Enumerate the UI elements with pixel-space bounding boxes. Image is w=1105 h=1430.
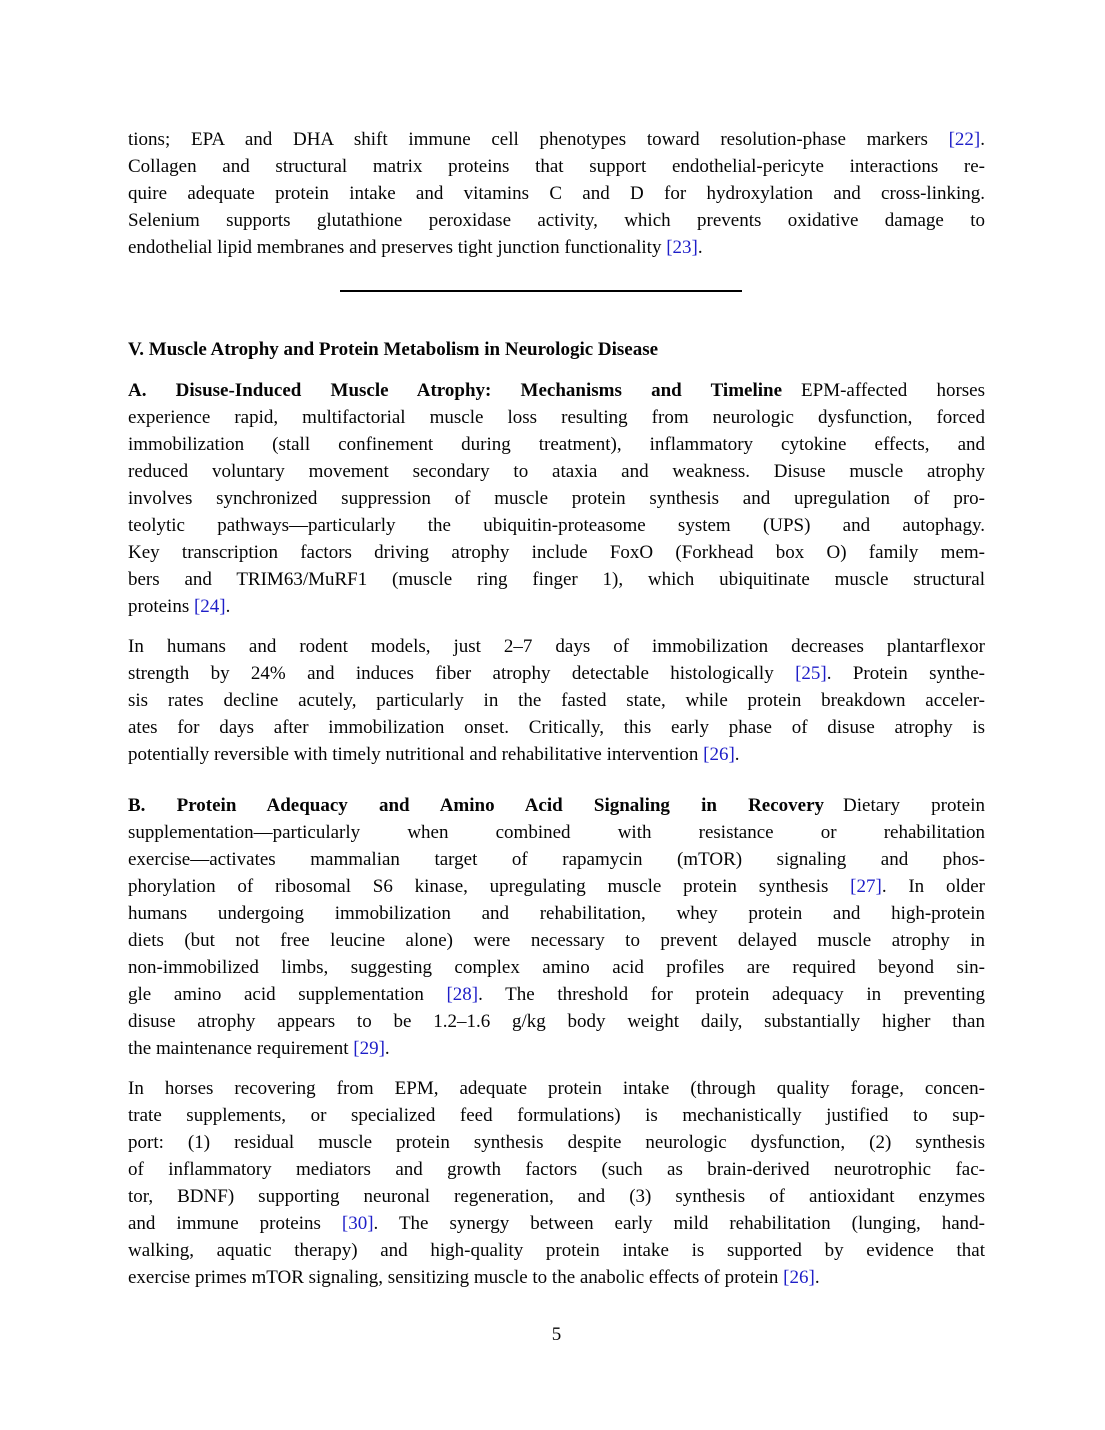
text-line: teolytic pathways—particularly the ubiquitin-proteasome system (UPS) and autophagy. — [128, 515, 985, 536]
paragraph — [128, 792, 985, 1062]
text-line: trate supplements, or specialized feed formulations) is mechanistically justified to sup- — [128, 1105, 985, 1126]
text-line: Key transcription factors driving atrophy include FoxO (Forkhead box O) family mem- — [128, 542, 985, 563]
text-line: and immune proteins [30]. The synergy between early mild rehabilitation (lunging, hand- — [128, 1213, 986, 1234]
text-line: involves synchronized suppression of muscle protein synthesis and upregulation of pro- — [128, 488, 985, 509]
paragraph — [128, 1075, 985, 1291]
text-line: ates for days after immobilization onset. Critically, this early phase of disuse atrophy is — [128, 717, 985, 738]
text-line: disuse atrophy appears to be 1.2–1.6 g/kg body weight daily, substantially higher than — [128, 1011, 985, 1032]
text-line: reduced voluntary movement secondary to ataxia and weakness. Disuse muscle atrophy — [128, 461, 985, 482]
text-line: In horses recovering from EPM, adequate protein intake (through quality forage, concen- — [128, 1078, 985, 1099]
text-line: walking, aquatic therapy) and high-quality protein intake is supported by evidence that — [128, 1240, 985, 1261]
text-line: experience rapid, multifactorial muscle loss resulting from neurologic dysfunction, forced — [128, 407, 985, 428]
text-line: In humans and rodent models, just 2–7 days of immobilization decreases plantarflexor — [128, 636, 985, 657]
paragraph — [128, 126, 985, 261]
citation-link[interactable]: [22] — [948, 129, 981, 150]
text-line: tions; EPA and DHA shift immune cell phenotypes toward resolution-phase markers [22]. — [128, 129, 985, 150]
run-in-heading: A. Disuse-Induced Muscle Atrophy: Mechanisms and Timeline — [128, 380, 783, 401]
section-heading — [128, 336, 985, 363]
citation-link[interactable]: [29] — [353, 1038, 385, 1059]
citation-link[interactable]: [28] — [446, 984, 479, 1005]
citation-link[interactable]: [26] — [783, 1267, 815, 1288]
text-line: tor, BDNF) supporting neuronal regeneration, and (3) synthesis of antioxidant enzymes — [128, 1186, 985, 1207]
citation-link[interactable]: [23] — [666, 237, 698, 258]
text-line: bers and TRIM63/MuRF1 (muscle ring finger 1), which ubiquitinate muscle structural — [128, 569, 985, 590]
text-line: gle amino acid supplementation [28]. The threshold for protein adequacy in preventing — [128, 984, 985, 1005]
text-line: of inflammatory mediators and growth factors (such as brain-derived neurotrophic fac- — [128, 1159, 985, 1180]
text-line: quire adequate protein intake and vitamins C and D for hydroxylation and cross-linking. — [128, 183, 985, 204]
text-line: non-immobilized limbs, suggesting complex amino acid profiles are required beyond sin- — [128, 957, 985, 978]
text-line: sis rates decline acutely, particularly in the fasted state, while protein breakdown acceler- — [128, 690, 985, 711]
citation-link[interactable]: [27] — [850, 876, 882, 897]
paragraph — [128, 377, 985, 620]
text-line: exercise primes mTOR signaling, sensitizing muscle to the anabolic effects of protein [26]. — [128, 1267, 820, 1288]
citation-link[interactable]: [30] — [341, 1213, 374, 1234]
page-body — [128, 126, 985, 1291]
text-line: immobilization (stall confinement during treatment), inflammatory cytokine effects, and — [128, 434, 985, 455]
citation-link[interactable]: [25] — [795, 663, 827, 684]
text-line: the maintenance requirement [29]. — [128, 1038, 390, 1059]
separator-rule — [340, 290, 742, 292]
paragraph — [128, 633, 985, 768]
page-number: 5 — [551, 1324, 562, 1345]
text-line: proteins [24]. — [128, 596, 231, 617]
text-line: B. Protein Adequacy and Amino Acid Signaling in Recovery Dietary protein — [128, 795, 986, 816]
text-line: exercise—activates mammalian target of rapamycin (mTOR) signaling and phos- — [128, 849, 985, 870]
text-line: supplementation—particularly when combined with resistance or rehabilitation — [128, 822, 985, 843]
text-line: A. Disuse-Induced Muscle Atrophy: Mechanisms and Timeline EPM-affected horses — [128, 380, 986, 401]
text-line: humans undergoing immobilization and rehabilitation, whey protein and high-protein — [128, 903, 985, 924]
text-line: phorylation of ribosomal S6 kinase, upregulating muscle protein synthesis [27]. In older — [128, 876, 985, 897]
text-line: Collagen and structural matrix proteins that support endothelial-pericyte interactions re- — [128, 156, 985, 177]
section-separator — [128, 287, 985, 292]
run-in-heading: B. Protein Adequacy and Amino Acid Signaling in Recovery — [128, 795, 825, 816]
citation-link[interactable]: [26] — [703, 744, 735, 765]
text-line: strength by 24% and induces fiber atrophy detectable histologically [25]. Protein synthe- — [128, 663, 985, 684]
text-line: diets (but not free leucine alone) were necessary to prevent delayed muscle atrophy in — [128, 930, 985, 951]
citation-link[interactable]: [24] — [193, 596, 226, 617]
page-footer — [128, 1321, 985, 1348]
run-in-heading: V. Muscle Atrophy and Protein Metabolism in Neurologic Disease — [128, 339, 659, 360]
text-line: port: (1) residual muscle protein synthesis despite neurologic dysfunction, (2) synthesis — [128, 1132, 985, 1153]
text-line: potentially reversible with timely nutritional and rehabilitative intervention [26]. — [128, 744, 740, 765]
text-line: Selenium supports glutathione peroxidase activity, which prevents oxidative damage to — [128, 210, 985, 231]
text-line: endothelial lipid membranes and preserves tight junction functionality [23]. — [128, 237, 703, 258]
text-line — [128, 336, 985, 363]
